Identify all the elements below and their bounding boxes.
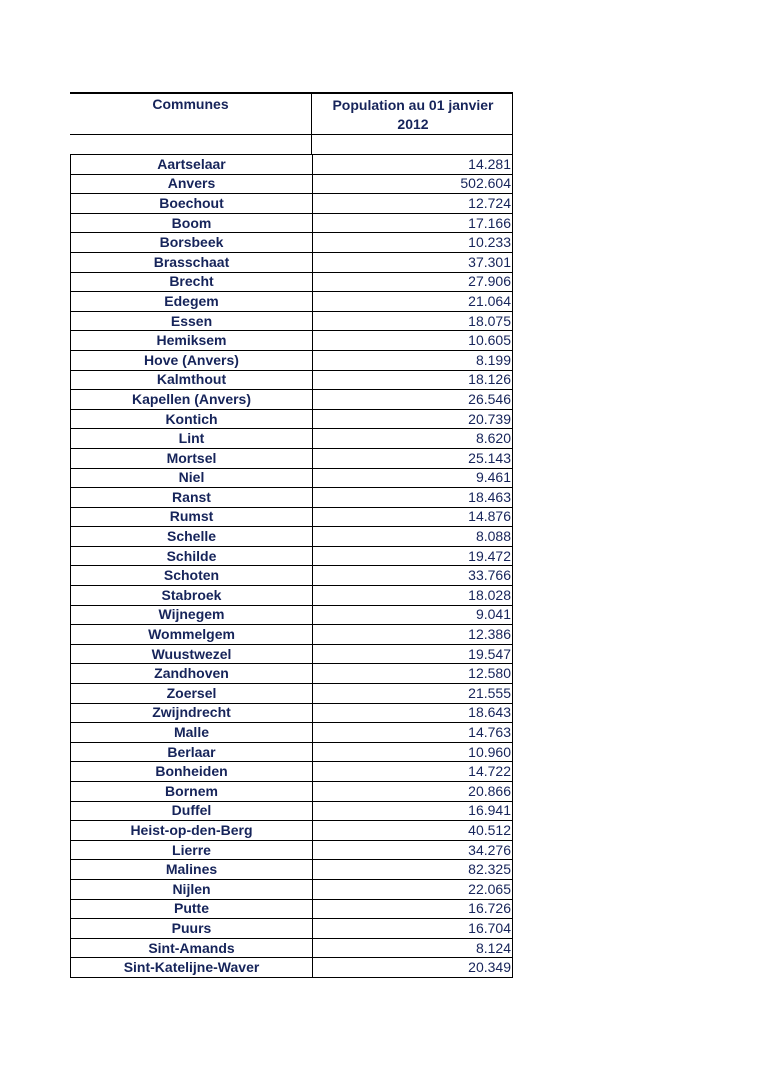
table-row [71, 899, 513, 919]
population-value: 9.461 [313, 468, 513, 488]
commune-name: Zoersel [71, 684, 313, 704]
table-row [71, 252, 513, 272]
header-right-border [512, 94, 513, 154]
commune-name: Zandhoven [71, 664, 313, 684]
table-row [71, 782, 513, 802]
table-row [71, 311, 513, 331]
header-population [313, 96, 513, 134]
table-row [71, 879, 513, 899]
table-row [71, 155, 513, 175]
population-value: 22.065 [313, 879, 513, 899]
population-value: 14.281 [313, 155, 513, 175]
population-value: 10.605 [313, 331, 513, 351]
population-value: 18.126 [313, 370, 513, 390]
commune-name: Schoten [71, 566, 313, 586]
population-value: 27.906 [313, 272, 513, 292]
table-row [71, 586, 513, 606]
population-value: 20.349 [313, 958, 513, 978]
table-row [71, 233, 513, 253]
population-value: 12.724 [313, 194, 513, 214]
table-header [70, 92, 513, 154]
commune-name: Berlaar [71, 742, 313, 762]
table-row [71, 958, 513, 978]
header-population-line2: 2012 [397, 116, 429, 132]
commune-name: Puurs [71, 919, 313, 939]
commune-name: Niel [71, 468, 313, 488]
commune-name: Kontich [71, 409, 313, 429]
table-row [71, 625, 513, 645]
commune-name: Essen [71, 311, 313, 331]
table-row [71, 762, 513, 782]
commune-name: Nijlen [71, 879, 313, 899]
commune-name: Duffel [71, 801, 313, 821]
commune-name: Brecht [71, 272, 313, 292]
commune-name: Malle [71, 723, 313, 743]
population-value: 12.386 [313, 625, 513, 645]
table-row [71, 448, 513, 468]
table-row [71, 409, 513, 429]
commune-name: Mortsel [71, 448, 313, 468]
table-row [71, 507, 513, 527]
table-row [71, 801, 513, 821]
table-row [71, 546, 513, 566]
table-row [71, 566, 513, 586]
commune-name: Boechout [71, 194, 313, 214]
population-value: 18.028 [313, 586, 513, 606]
table-row [71, 644, 513, 664]
population-value: 8.199 [313, 350, 513, 370]
commune-name: Kapellen (Anvers) [71, 390, 313, 410]
commune-name: Malines [71, 860, 313, 880]
commune-name: Hemiksem [71, 331, 313, 351]
population-value: 9.041 [313, 605, 513, 625]
population-value: 33.766 [313, 566, 513, 586]
table-row [71, 174, 513, 194]
commune-name: Zwijndrecht [71, 703, 313, 723]
header-population-line1: Population au 01 janvier [332, 97, 494, 113]
table-row [71, 292, 513, 312]
population-value: 16.704 [313, 919, 513, 939]
commune-name: Ranst [71, 488, 313, 508]
table-row [71, 821, 513, 841]
population-sheet [70, 92, 513, 978]
population-value: 8.124 [313, 938, 513, 958]
population-value: 14.876 [313, 507, 513, 527]
table-row [71, 468, 513, 488]
population-value: 17.166 [313, 213, 513, 233]
population-value: 34.276 [313, 840, 513, 860]
table-row [71, 703, 513, 723]
commune-name: Wommelgem [71, 625, 313, 645]
table-row [71, 350, 513, 370]
population-value: 14.763 [313, 723, 513, 743]
population-value: 19.472 [313, 546, 513, 566]
commune-name: Schelle [71, 527, 313, 547]
commune-name: Rumst [71, 507, 313, 527]
commune-name: Edegem [71, 292, 313, 312]
population-value: 18.075 [313, 311, 513, 331]
commune-name: Bonheiden [71, 762, 313, 782]
table-row [71, 390, 513, 410]
commune-name: Schilde [71, 546, 313, 566]
header-communes: Communes [152, 96, 229, 112]
table-row [71, 919, 513, 939]
commune-name: Aartselaar [71, 155, 313, 175]
commune-name: Putte [71, 899, 313, 919]
table-row [71, 742, 513, 762]
table-row [71, 429, 513, 449]
population-table [70, 154, 513, 978]
commune-name: Lierre [71, 840, 313, 860]
table-row [71, 605, 513, 625]
table-row [71, 213, 513, 233]
commune-name: Brasschaat [71, 252, 313, 272]
commune-name: Stabroek [71, 586, 313, 606]
population-value: 8.620 [313, 429, 513, 449]
population-value: 10.233 [313, 233, 513, 253]
commune-name: Hove (Anvers) [71, 350, 313, 370]
table-body [71, 155, 513, 978]
commune-name: Boom [71, 213, 313, 233]
population-value: 82.325 [313, 860, 513, 880]
population-value: 21.064 [313, 292, 513, 312]
commune-name: Sint-Katelijne-Waver [71, 958, 313, 978]
commune-name: Anvers [71, 174, 313, 194]
header-column-divider [311, 94, 312, 154]
commune-name: Sint-Amands [71, 938, 313, 958]
population-value: 14.722 [313, 762, 513, 782]
commune-name: Bornem [71, 782, 313, 802]
population-value: 502.604 [313, 174, 513, 194]
header-separator [70, 134, 513, 135]
population-value: 12.580 [313, 664, 513, 684]
table-row [71, 331, 513, 351]
commune-name: Lint [71, 429, 313, 449]
table-row [71, 938, 513, 958]
population-value: 21.555 [313, 684, 513, 704]
commune-name: Kalmthout [71, 370, 313, 390]
table-row [71, 527, 513, 547]
table-row [71, 194, 513, 214]
population-value: 18.463 [313, 488, 513, 508]
table-row [71, 860, 513, 880]
population-value: 25.143 [313, 448, 513, 468]
population-value: 26.546 [313, 390, 513, 410]
table-row [71, 723, 513, 743]
population-value: 16.941 [313, 801, 513, 821]
table-row [71, 272, 513, 292]
population-value: 8.088 [313, 527, 513, 547]
commune-name: Heist-op-den-Berg [71, 821, 313, 841]
population-value: 16.726 [313, 899, 513, 919]
table-row [71, 664, 513, 684]
population-value: 19.547 [313, 644, 513, 664]
population-value: 37.301 [313, 252, 513, 272]
commune-name: Wijnegem [71, 605, 313, 625]
population-value: 20.739 [313, 409, 513, 429]
table-row [71, 684, 513, 704]
commune-name: Borsbeek [71, 233, 313, 253]
population-value: 20.866 [313, 782, 513, 802]
population-value: 10.960 [313, 742, 513, 762]
population-value: 40.512 [313, 821, 513, 841]
population-value: 18.643 [313, 703, 513, 723]
commune-name: Wuustwezel [71, 644, 313, 664]
table-row [71, 840, 513, 860]
table-row [71, 488, 513, 508]
table-row [71, 370, 513, 390]
